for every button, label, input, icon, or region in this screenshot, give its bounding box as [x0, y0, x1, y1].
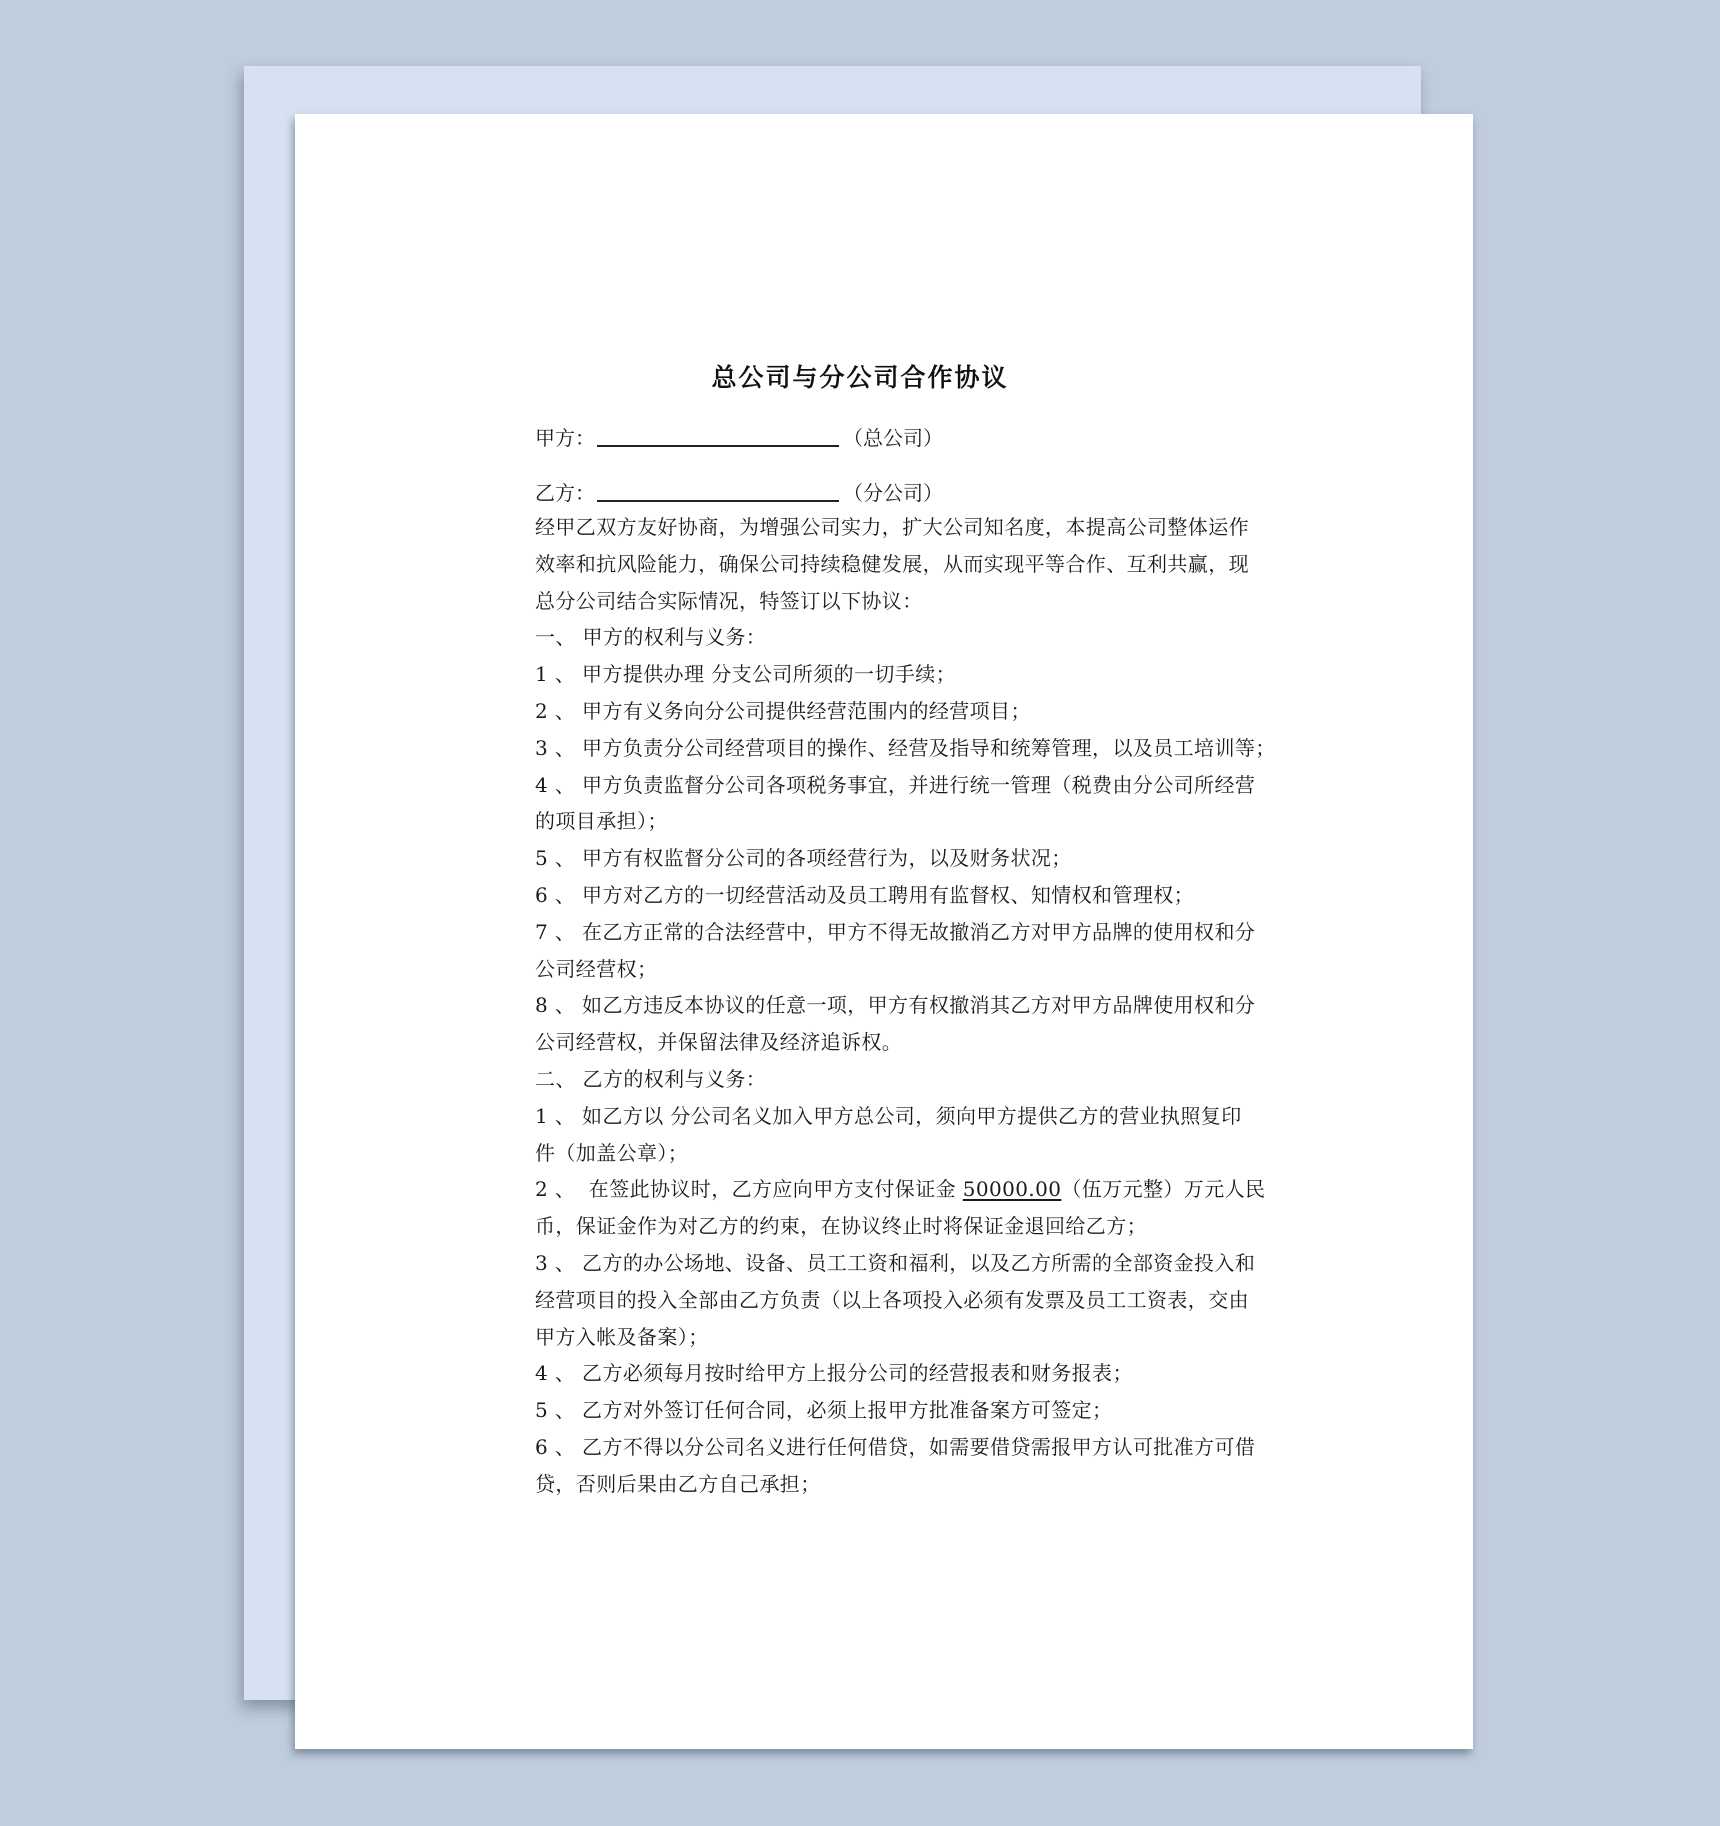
body-line: 总分公司结合实际情况，特签订以下协议： [535, 588, 923, 613]
deposit-amount: 50000.00 [962, 1177, 1062, 1202]
clause-b-5: 5 、 乙方对外签订任何合同，必须上报甲方批准备案方可签定； [535, 1398, 1113, 1423]
clause-a-8-cont: 公司经营权，并保留法律及经济追诉权。 [535, 1030, 903, 1055]
clause-a-8: 8 、 如乙方违反本协议的任意一项，甲方有权撤消其乙方对甲方品牌使用权和分 [535, 993, 1256, 1018]
clause-b-2-text-after: （伍万元整）万元人民 [1061, 1177, 1266, 1202]
section-heading-party-b: 二、 乙方的权利与义务： [535, 1066, 767, 1091]
clause-a-3: 3 、 甲方负责分公司经营项目的操作、经营及指导和统筹管理，以及员工培训等； [535, 735, 1276, 760]
party-a-blank-field[interactable] [597, 423, 839, 447]
clause-a-2: 2 、 甲方有义务向分公司提供经营范围内的经营项目； [535, 698, 1031, 723]
clause-b-2-text: 2 、 在签此协议时，乙方应向甲方支付保证金 [535, 1177, 963, 1202]
party-a-line [535, 423, 943, 453]
body-line: 效率和抗风险能力，确保公司持续稳健发展，从而实现平等合作、互利共赢，现 [535, 551, 1249, 576]
party-a-label: 甲方： [535, 426, 595, 450]
document-title: 总公司与分公司合作协议 [711, 363, 1009, 392]
clause-b-2 [535, 1171, 1266, 1208]
clause-a-7-cont: 公司经营权； [535, 956, 658, 981]
agreement-body [535, 509, 1276, 1503]
party-b-blank-field[interactable] [597, 478, 839, 502]
clause-b-1-cont: 件（加盖公章）； [535, 1140, 689, 1165]
clause-b-6-cont: 贷，否则后果由乙方自己承担； [535, 1471, 821, 1496]
clause-b-1: 1 、 如乙方以 分公司名义加入甲方总公司，须向甲方提供乙方的营业执照复印 [535, 1103, 1242, 1128]
body-line: 经甲乙双方友好协商，为增强公司实力，扩大公司知名度，本提高公司整体运作 [535, 515, 1249, 539]
party-b-line [535, 478, 943, 508]
clause-b-3-cont: 甲方入帐及备案）； [535, 1324, 709, 1349]
clause-a-4-cont: 的项目承担）； [535, 809, 668, 834]
clause-a-7: 7 、 在乙方正常的合法经营中，甲方不得无故撤消乙方对甲方品牌的使用权和分 [535, 919, 1256, 944]
section-heading-party-a: 一、 甲方的权利与义务： [535, 625, 767, 650]
party-a-suffix: （总公司） [843, 426, 943, 450]
clause-a-6: 6 、 甲方对乙方的一切经营活动及员工聘用有监督权、知情权和管理权； [535, 882, 1195, 907]
clause-a-4: 4 、 甲方负责监督分公司各项税务事宜，并进行统一管理（税费由分公司所经营 [535, 772, 1256, 797]
party-b-label: 乙方： [535, 481, 595, 505]
clause-a-1: 1 、 甲方提供办理 分支公司所须的一切手续； [535, 662, 956, 687]
clause-b-3: 3 、 乙方的办公场地、设备、员工工资和福利，以及乙方所需的全部资金投入和 [535, 1250, 1256, 1275]
clause-b-4: 4 、 乙方必须每月按时给甲方上报分公司的经营报表和财务报表； [535, 1361, 1133, 1386]
clause-a-5: 5 、 甲方有权监督分公司的各项经营行为，以及财务状况； [535, 846, 1072, 871]
party-b-suffix: （分公司） [843, 481, 943, 505]
clause-b-3-cont: 经营项目的投入全部由乙方负责（以上各项投入必须有发票及员工工资表，交由 [535, 1287, 1249, 1312]
clause-b-2-cont: 币，保证金作为对乙方的约束，在协议终止时将保证金退回给乙方； [535, 1214, 1147, 1239]
clause-b-6: 6 、 乙方不得以分公司名义进行任何借贷，如需要借贷需报甲方认可批准方可借 [535, 1434, 1256, 1459]
